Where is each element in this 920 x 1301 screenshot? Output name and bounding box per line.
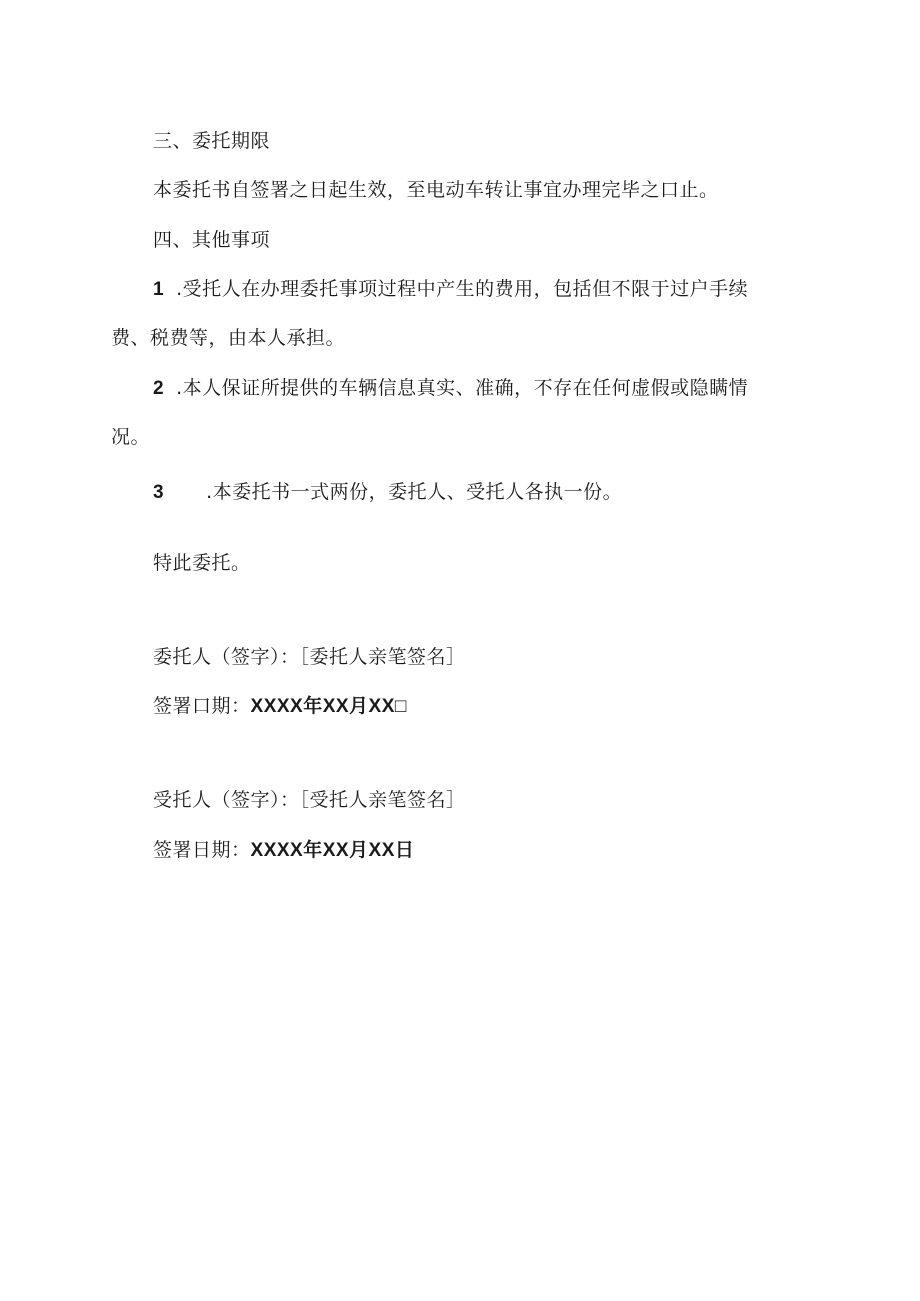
agent-date xyxy=(153,838,414,863)
item-3-text-line1: .本委托书一式两份，委托人、受托人各执一份。 xyxy=(206,481,623,503)
item-1-text-line2: 费、税费等，由本人承担。 xyxy=(111,327,346,349)
principal-date xyxy=(153,694,407,719)
principal-date-value: XXXX年XX月XX□ xyxy=(250,696,407,717)
other-heading: 四、其他事项 xyxy=(153,229,271,251)
principal-signature: 委托人（签字）：［委托人亲笔签名］ xyxy=(153,646,466,668)
item-3-number: 3 xyxy=(153,482,165,503)
agent-date-value: XXXX年XX月XX日 xyxy=(250,840,415,861)
item-1-text-line1: .受托人在办理委托事项过程中产生的费用，包括但不限于过户手续 xyxy=(176,278,749,300)
term-text: 本委托书自签署之日起生效，至电动车转让事宜办理完毕之口止。 xyxy=(153,179,719,201)
closing-text: 特此委托。 xyxy=(153,552,251,574)
item-2 xyxy=(153,376,748,401)
item-1-number: 1 xyxy=(153,279,165,300)
item-2-text-line2: 况。 xyxy=(111,426,151,448)
principal-date-label: 签署口期： xyxy=(153,695,251,717)
term-heading: 三、委托期限 xyxy=(153,130,271,152)
item-1 xyxy=(153,277,748,302)
agent-signature: 受托人（签字）：［受托人亲笔签名］ xyxy=(153,789,466,811)
item-3 xyxy=(153,480,622,505)
agent-date-label: 签署日期： xyxy=(153,839,251,861)
item-2-text-line1: .本人保证所提供的车辆信息真实、准确，不存在任何虚假或隐瞒情 xyxy=(176,377,749,399)
item-2-number: 2 xyxy=(153,378,165,399)
